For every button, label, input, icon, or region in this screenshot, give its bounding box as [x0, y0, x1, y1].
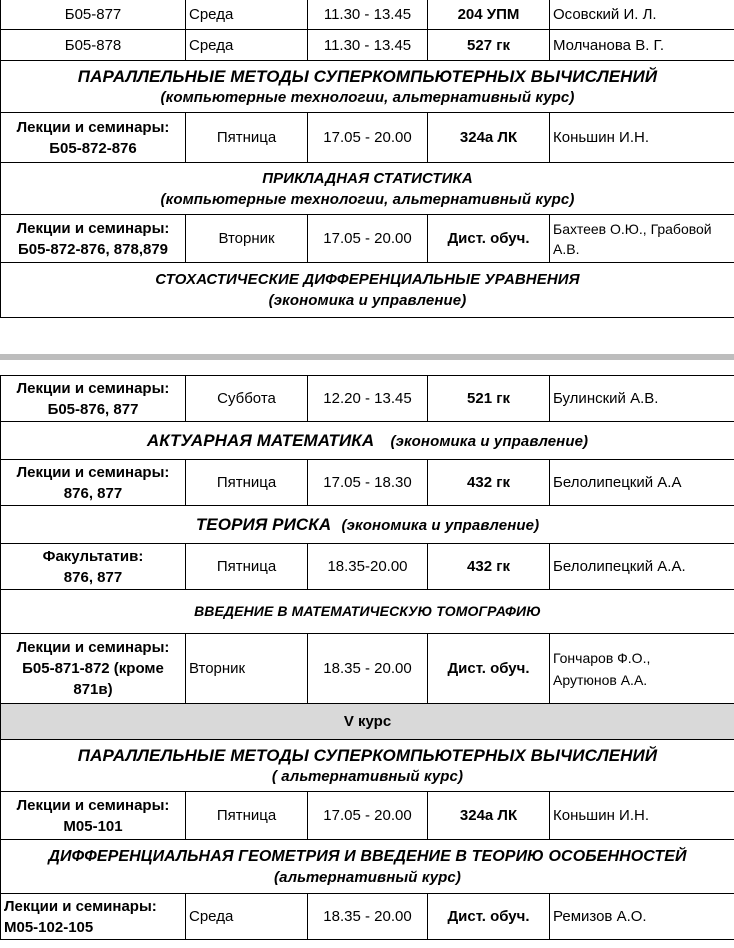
course-title-row [1, 163, 734, 215]
course-title-cell [1, 61, 734, 113]
course-title: ПРИКЛАДНАЯ СТАТИСТИКА [262, 169, 473, 187]
group-label: Лекции и семинары: [16, 118, 170, 136]
group-label: Лекции и семинары: [4, 897, 157, 915]
time-cell: 11.30 - 13.45 [308, 0, 428, 30]
group-cell [1, 634, 186, 704]
course-title-row [1, 422, 734, 460]
teacher-cell: Ремизов А.О. [550, 894, 734, 940]
course-title-row [1, 506, 734, 544]
schedule-table-top [0, 0, 734, 318]
teacher-cell: Белолипецкий А.А [550, 460, 734, 506]
course-title-cell [1, 163, 734, 215]
group-label: Лекции и семинары: [16, 219, 170, 237]
course-subtitle: (компьютерные технологии, альтернативный курс) [160, 190, 575, 208]
page-separator [0, 354, 734, 360]
day-cell: Пятница [186, 460, 308, 506]
day-cell: Суббота [186, 376, 308, 422]
room-cell: 204 УПМ [428, 0, 550, 30]
course-title-row [1, 590, 734, 634]
teacher-cell [550, 215, 734, 263]
group-label: Лекции и семинары: [16, 639, 170, 656]
course-title-row [1, 740, 734, 792]
schedule-table-bottom [0, 375, 734, 940]
teacher-cell: Булинский А.В. [550, 376, 734, 422]
table-row [1, 30, 734, 61]
time-cell: 17.05 - 20.00 [308, 113, 428, 163]
course-title: СТОХАСТИЧЕСКИЕ ДИФФЕРЕНЦИАЛЬНЫЕ УРАВНЕНИЯ [155, 271, 580, 288]
course-level-header: V курс [1, 704, 734, 740]
teacher-cell: Молчанова В. Г. [550, 30, 734, 61]
table-row [1, 0, 734, 30]
group-label: Лекции и семинары: [16, 379, 170, 397]
table-row [1, 894, 734, 940]
table-row [1, 113, 734, 163]
group-cell [1, 113, 186, 163]
time-cell: 17.05 - 20.00 [308, 215, 428, 263]
day-cell: Вторник [186, 215, 308, 263]
group-label: Факультатив: [42, 547, 144, 565]
course-title: ПАРАЛЛЕЛЬНЫЕ МЕТОДЫ СУПЕРКОМПЬЮТЕРНЫХ ВЫЧИСЛЕНИЙ [77, 745, 658, 765]
room-cell: 432 гк [428, 460, 550, 506]
time-cell: 12.20 - 13.45 [308, 376, 428, 422]
group-cell [1, 376, 186, 422]
course-title-cell [1, 840, 734, 894]
time-cell: 18.35 - 20.00 [308, 634, 428, 704]
group-cell [1, 460, 186, 506]
course-title: ПАРАЛЛЕЛЬНЫЕ МЕТОДЫ СУПЕРКОМПЬЮТЕРНЫХ ВЫЧИСЛЕНИЙ [77, 66, 658, 86]
course-title: ВВЕДЕНИЕ В МАТЕМАТИЧЕСКУЮ ТОМОГРАФИЮ [194, 603, 541, 619]
course-title-cell [1, 506, 734, 544]
course-subtitle: (компьютерные технологии, альтернативный курс) [160, 88, 575, 106]
group-value: М05-101 [63, 817, 123, 835]
room-cell: 527 гк [428, 30, 550, 61]
group-cell [1, 894, 186, 940]
day-cell: Пятница [186, 792, 308, 840]
day-cell: Пятница [186, 113, 308, 163]
room-cell: 324а ЛК [428, 113, 550, 163]
group-value: Б05-871-872 (кроме [22, 660, 164, 677]
time-cell: 17.05 - 18.30 [308, 460, 428, 506]
group-value: Б05-876, 877 [47, 400, 139, 418]
room-cell: Дист. обуч. [428, 634, 550, 704]
course-title-cell [1, 740, 734, 792]
teacher-cell: Коньшин И.Н. [550, 113, 734, 163]
day-cell: Вторник [186, 634, 308, 704]
time-cell: 11.30 - 13.45 [308, 30, 428, 61]
group-label: Лекции и семинары: [16, 463, 170, 481]
room-cell: 432 гк [428, 544, 550, 590]
teacher-line: А.В. [553, 240, 580, 257]
table-row [1, 544, 734, 590]
teacher-cell: Осовский И. Л. [550, 0, 734, 30]
group-cell: Б05-877 [1, 0, 186, 30]
course-title-cell [1, 590, 734, 634]
group-value: 871в) [73, 681, 113, 698]
course-title-row [1, 840, 734, 894]
group-cell [1, 215, 186, 263]
course-title-cell [1, 263, 734, 318]
course-level-row [1, 704, 734, 740]
course-title: ДИФФЕРЕНЦИАЛЬНАЯ ГЕОМЕТРИЯ И ВВЕДЕНИЕ В ТЕОРИЮ ОСОБЕННОСТЕЙ [48, 847, 687, 865]
table-row [1, 792, 734, 840]
time-cell: 17.05 - 20.00 [308, 792, 428, 840]
course-title: ТЕОРИЯ РИСКА [195, 514, 332, 534]
table-row [1, 460, 734, 506]
day-cell: Среда [186, 30, 308, 61]
teacher-cell: Коньшин И.Н. [550, 792, 734, 840]
course-title-row [1, 61, 734, 113]
course-subtitle: ( альтернативный курс) [271, 767, 464, 785]
course-title-row [1, 263, 734, 318]
room-cell: 324а ЛК [428, 792, 550, 840]
course-title: АКТУАРНАЯ МАТЕМАТИКА [146, 430, 375, 450]
group-cell [1, 544, 186, 590]
teacher-line: Гончаров Ф.О., [553, 649, 651, 666]
day-cell: Пятница [186, 544, 308, 590]
group-value: 876, 877 [63, 484, 123, 502]
course-subtitle: (альтернативный курс) [274, 868, 461, 886]
course-subtitle: (экономика и управление) [268, 292, 467, 309]
group-value: Б05-872-876 [49, 139, 137, 157]
group-cell [1, 792, 186, 840]
teacher-cell [550, 634, 734, 704]
room-cell: Дист. обуч. [428, 215, 550, 263]
group-value: Б05-872-876, 878,879 [17, 240, 169, 258]
group-value: 876, 877 [63, 568, 123, 586]
group-label: Лекции и семинары: [16, 796, 170, 814]
table-row [1, 376, 734, 422]
teacher-cell: Белолипецкий А.А. [550, 544, 734, 590]
course-title-cell [1, 422, 734, 460]
day-cell: Среда [186, 894, 308, 940]
time-cell: 18.35-20.00 [308, 544, 428, 590]
course-subtitle: (экономика и управление) [341, 516, 540, 534]
table-row [1, 215, 734, 263]
time-cell: 18.35 - 20.00 [308, 894, 428, 940]
course-subtitle: (экономика и управление) [390, 432, 589, 450]
teacher-line: Бахтеев О.Ю., Грабовой [553, 220, 712, 237]
group-value: М05-102-105 [4, 918, 94, 936]
day-cell: Среда [186, 0, 308, 30]
table-row [1, 634, 734, 704]
room-cell: 521 гк [428, 376, 550, 422]
room-cell: Дист. обуч. [428, 894, 550, 940]
group-cell: Б05-878 [1, 30, 186, 61]
teacher-line: Арутюнов А.А. [553, 671, 648, 688]
